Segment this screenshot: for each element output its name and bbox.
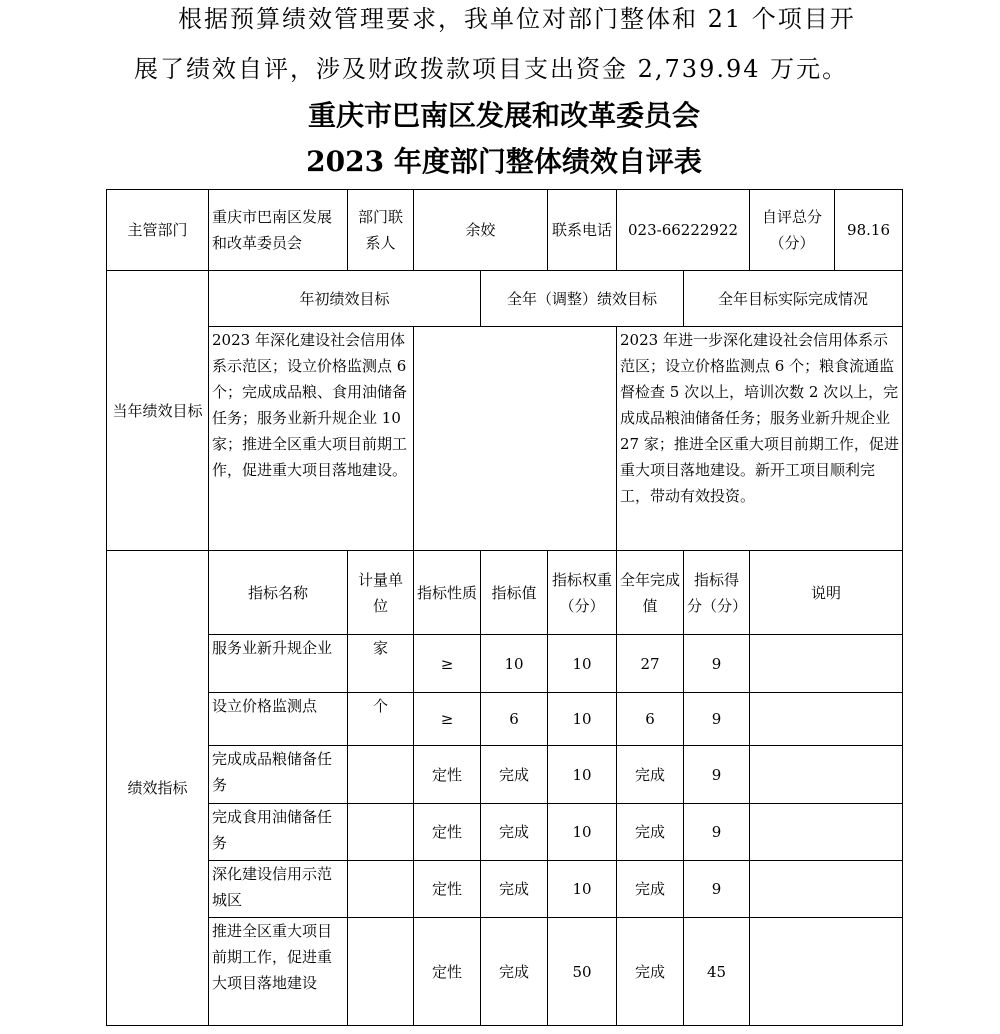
indicator-weight: 10 — [548, 861, 617, 918]
phone-label: 联系电话 — [548, 190, 617, 271]
indicator-unit — [348, 918, 414, 1026]
score-label: 自评总分（分） — [750, 190, 835, 271]
goals-actual-text: 2023 年进一步深化建设社会信用体系示范区；设立价格监测点 6 个；粮食流通监督检查 5 次以上，培训次数 2 次以上，完成成品粮油储备任务；服务业新升规企业 27 家；推进全区重大项目前期工作，促进重大项目落地建设。新开工项目顺利完工，带动有效投资。 — [617, 327, 903, 551]
indicator-actual: 完成 — [617, 804, 684, 861]
header-score: 指标得分（分） — [684, 551, 750, 635]
indicator-value: 完成 — [481, 918, 548, 1026]
goals-header-adjusted: 全年（调整）绩效目标 — [481, 271, 684, 327]
indicator-actual: 27 — [617, 635, 684, 693]
indicator-weight: 10 — [548, 635, 617, 693]
indicator-nature: 定性 — [414, 746, 481, 804]
indicator-weight: 10 — [548, 746, 617, 804]
goals-adjusted-text — [414, 327, 617, 551]
indicator-note — [750, 804, 903, 861]
indicator-score: 9 — [684, 635, 750, 693]
indicator-score: 9 — [684, 746, 750, 804]
goals-content-row — [107, 327, 903, 551]
dept-label: 主管部门 — [107, 190, 209, 271]
goals-header-actual: 全年目标实际完成情况 — [684, 271, 903, 327]
indicator-weight: 10 — [548, 693, 617, 746]
intro-line-2: 展了绩效自评，涉及财政拨款项目支出资金 2,739.94 万元。 — [134, 55, 849, 83]
indicator-value: 完成 — [481, 861, 548, 918]
indicator-actual: 完成 — [617, 746, 684, 804]
table-row — [107, 918, 903, 1026]
indicator-value: 10 — [481, 635, 548, 693]
indicator-name: 深化建设信用示范城区 — [209, 861, 348, 918]
contact-value: 余姣 — [414, 190, 548, 271]
indicator-name: 设立价格监测点 — [209, 693, 348, 746]
indicator-score: 9 — [684, 861, 750, 918]
indicator-name: 完成成品粮储备任务 — [209, 746, 348, 804]
report-subtitle: 2023 年度部门整体绩效自评表 — [306, 145, 702, 178]
indicator-nature: 定性 — [414, 804, 481, 861]
indicator-note — [750, 746, 903, 804]
header-note: 说明 — [750, 551, 903, 635]
dept-value: 重庆市巴南区发展和改革委员会 — [209, 190, 348, 271]
indicator-unit: 家 — [348, 635, 414, 693]
indicator-weight: 10 — [548, 804, 617, 861]
header-value: 指标值 — [481, 551, 548, 635]
header-actual: 全年完成值 — [617, 551, 684, 635]
goals-header-row — [107, 271, 903, 327]
indicator-value: 6 — [481, 693, 548, 746]
intro-line-1: 根据预算绩效管理要求，我单位对部门整体和 21 个项目开 — [178, 5, 856, 33]
report-title: 重庆市巴南区发展和改革委员会 — [307, 99, 700, 132]
indicator-actual: 完成 — [617, 918, 684, 1026]
header-name: 指标名称 — [209, 551, 348, 635]
score-value: 98.16 — [835, 190, 903, 271]
info-row — [107, 190, 903, 271]
phone-value: 023-66222922 — [617, 190, 750, 271]
indicator-header-row — [107, 551, 903, 635]
goals-header-initial: 年初绩效目标 — [209, 271, 481, 327]
indicator-note — [750, 693, 903, 746]
indicator-unit — [348, 804, 414, 861]
indicator-score: 9 — [684, 804, 750, 861]
indicator-unit: 个 — [348, 693, 414, 746]
goals-section-label: 当年绩效目标 — [107, 271, 209, 551]
indicator-name: 完成食用油储备任务 — [209, 804, 348, 861]
indicator-unit — [348, 746, 414, 804]
table-row — [107, 693, 903, 746]
indicator-weight: 50 — [548, 918, 617, 1026]
indicator-nature: 定性 — [414, 918, 481, 1026]
header-nature: 指标性质 — [414, 551, 481, 635]
table-row — [107, 746, 903, 804]
goals-initial-text: 2023 年深化建设社会信用体系示范区；设立价格监测点 6 个；完成成品粮、食用油储备任务；服务业新升规企业 10 家；推进全区重大项目前期工作，促进重大项目落地建设。 — [209, 327, 414, 551]
indicator-value: 完成 — [481, 804, 548, 861]
indicator-note — [750, 635, 903, 693]
indicator-unit — [348, 861, 414, 918]
indicator-nature: ≥ — [414, 635, 481, 693]
indicator-note — [750, 918, 903, 1026]
header-unit: 计量单位 — [348, 551, 414, 635]
indicator-actual: 6 — [617, 693, 684, 746]
indicator-nature: ≥ — [414, 693, 481, 746]
contact-label: 部门联系人 — [348, 190, 414, 271]
evaluation-table — [106, 189, 903, 1026]
table-row — [107, 861, 903, 918]
indicator-name: 服务业新升规企业 — [209, 635, 348, 693]
indicator-score: 9 — [684, 693, 750, 746]
table-row — [107, 635, 903, 693]
indicator-value: 完成 — [481, 746, 548, 804]
indicator-actual: 完成 — [617, 861, 684, 918]
table-row — [107, 804, 903, 861]
indicator-nature: 定性 — [414, 861, 481, 918]
indicator-score: 45 — [684, 918, 750, 1026]
indicator-name: 推进全区重大项目前期工作，促进重大项目落地建设 — [209, 918, 348, 1026]
indicators-section-label: 绩效指标 — [107, 551, 209, 1026]
header-weight: 指标权重（分） — [548, 551, 617, 635]
indicator-note — [750, 861, 903, 918]
